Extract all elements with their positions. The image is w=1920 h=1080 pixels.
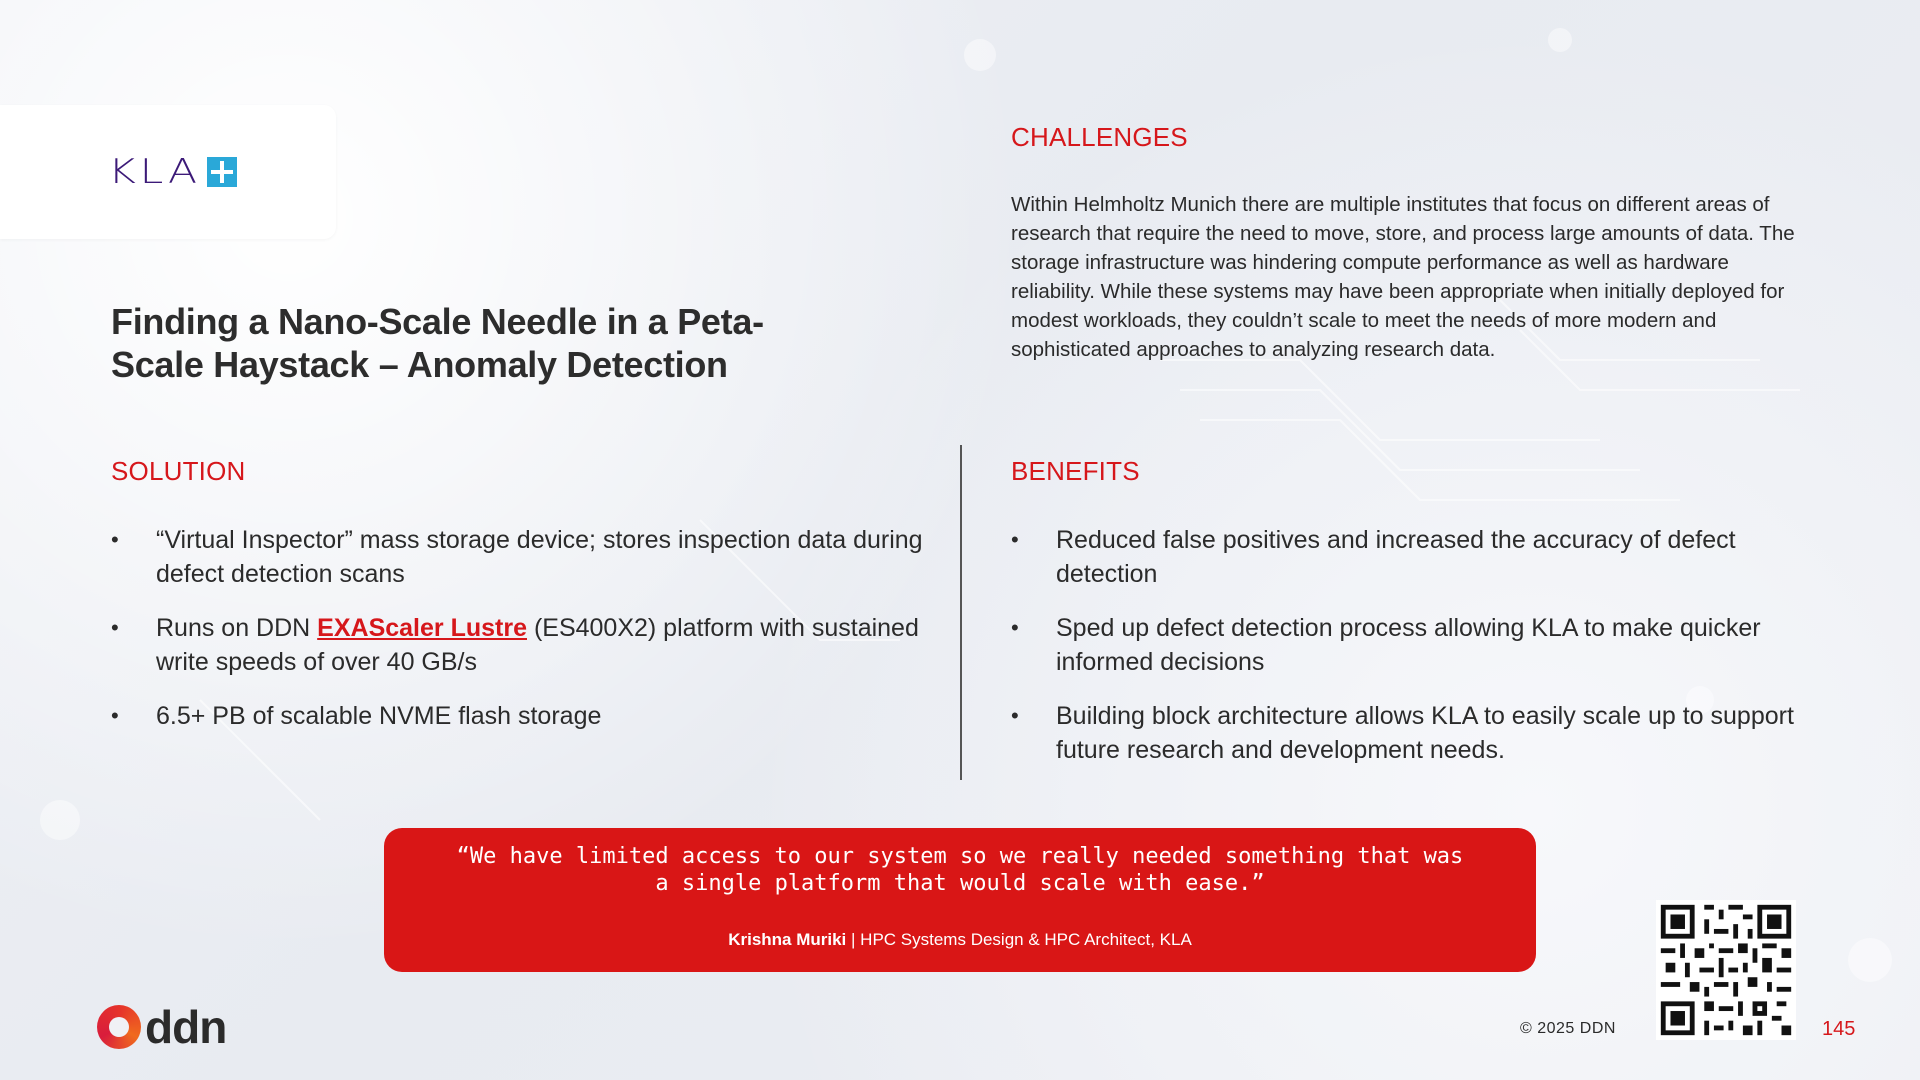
ddn-logo-text: ddn: [145, 1001, 227, 1053]
ddn-logo: [97, 1001, 227, 1053]
challenges-heading: CHALLENGES: [1011, 122, 1188, 152]
ddn-logo-icon: [97, 1005, 141, 1049]
kla-plus-icon: [207, 157, 237, 187]
exascaler-lustre-link[interactable]: EXAScaler Lustre: [317, 614, 527, 642]
benefit-item-text: Reduced false positives and increased the accuracy of defect detection: [1056, 526, 1736, 588]
qr-code-icon[interactable]: [1656, 900, 1796, 1040]
solution-heading: SOLUTION: [111, 456, 246, 486]
quote-text: “We have limited access to our system so we really needed something that was a single platform that would scale with ease.”: [456, 844, 1464, 896]
column-divider: [960, 445, 962, 780]
page-number: 145: [1822, 1018, 1856, 1040]
quote-author: Krishna Muriki: [728, 930, 847, 949]
bullet-icon: •: [1011, 703, 1019, 728]
benefits-list: [1011, 523, 1841, 787]
benefit-item-text: Building block architecture allows KLA to easily scale up to support future research and development needs.: [1056, 702, 1794, 764]
solution-item-text-after: (ES400X2) platform with sustained write speeds of over 40 GB/s: [156, 614, 919, 676]
bullet-icon: •: [111, 527, 119, 552]
benefit-item: [1011, 523, 1841, 591]
solution-item-text: “Virtual Inspector” mass storage device; stores inspection data during defect detection scans: [156, 526, 923, 588]
solution-item: [111, 611, 931, 679]
solution-item-text-before: Runs on DDN: [156, 614, 318, 642]
benefit-item: [1011, 699, 1841, 767]
bullet-icon: •: [111, 615, 119, 640]
kla-logo-text: KLA: [108, 152, 201, 192]
solution-item-text: 6.5+ PB of scalable NVME flash storage: [156, 702, 602, 730]
benefits-heading: BENEFITS: [1011, 456, 1140, 486]
quote-attribution: [384, 930, 1536, 950]
bullet-icon: •: [1011, 527, 1019, 552]
copyright: © 2025 DDN: [1520, 1020, 1616, 1037]
challenges-body: Within Helmholtz Munich there are multiple institutes that focus on different areas of research that require the need to move, store, and process large amounts of data. The storage infrastructure was hindering compute performance as well as hardware reliability. While these systems may have been appropriate when initially deployed for modest workloads, they couldn’t scale to meet the needs of more modern and sophisticated approaches to analyzing research data.: [1011, 193, 1795, 361]
kla-logo: [108, 152, 237, 192]
quote-box: [384, 828, 1536, 972]
benefit-item: [1011, 611, 1841, 679]
bullet-icon: •: [111, 703, 119, 728]
page-title: Finding a Nano-Scale Needle in a Peta-Scale Haystack – Anomaly Detection: [111, 301, 764, 385]
benefit-item-text: Sped up defect detection process allowing KLA to make quicker informed decisions: [1056, 614, 1761, 676]
bullet-icon: •: [1011, 615, 1019, 640]
quote-role: HPC Systems Design & HPC Architect, KLA: [860, 930, 1192, 949]
solution-item: [111, 523, 931, 591]
solution-item: [111, 699, 931, 733]
quote-separator: |: [846, 930, 861, 949]
solution-list: [111, 523, 931, 753]
